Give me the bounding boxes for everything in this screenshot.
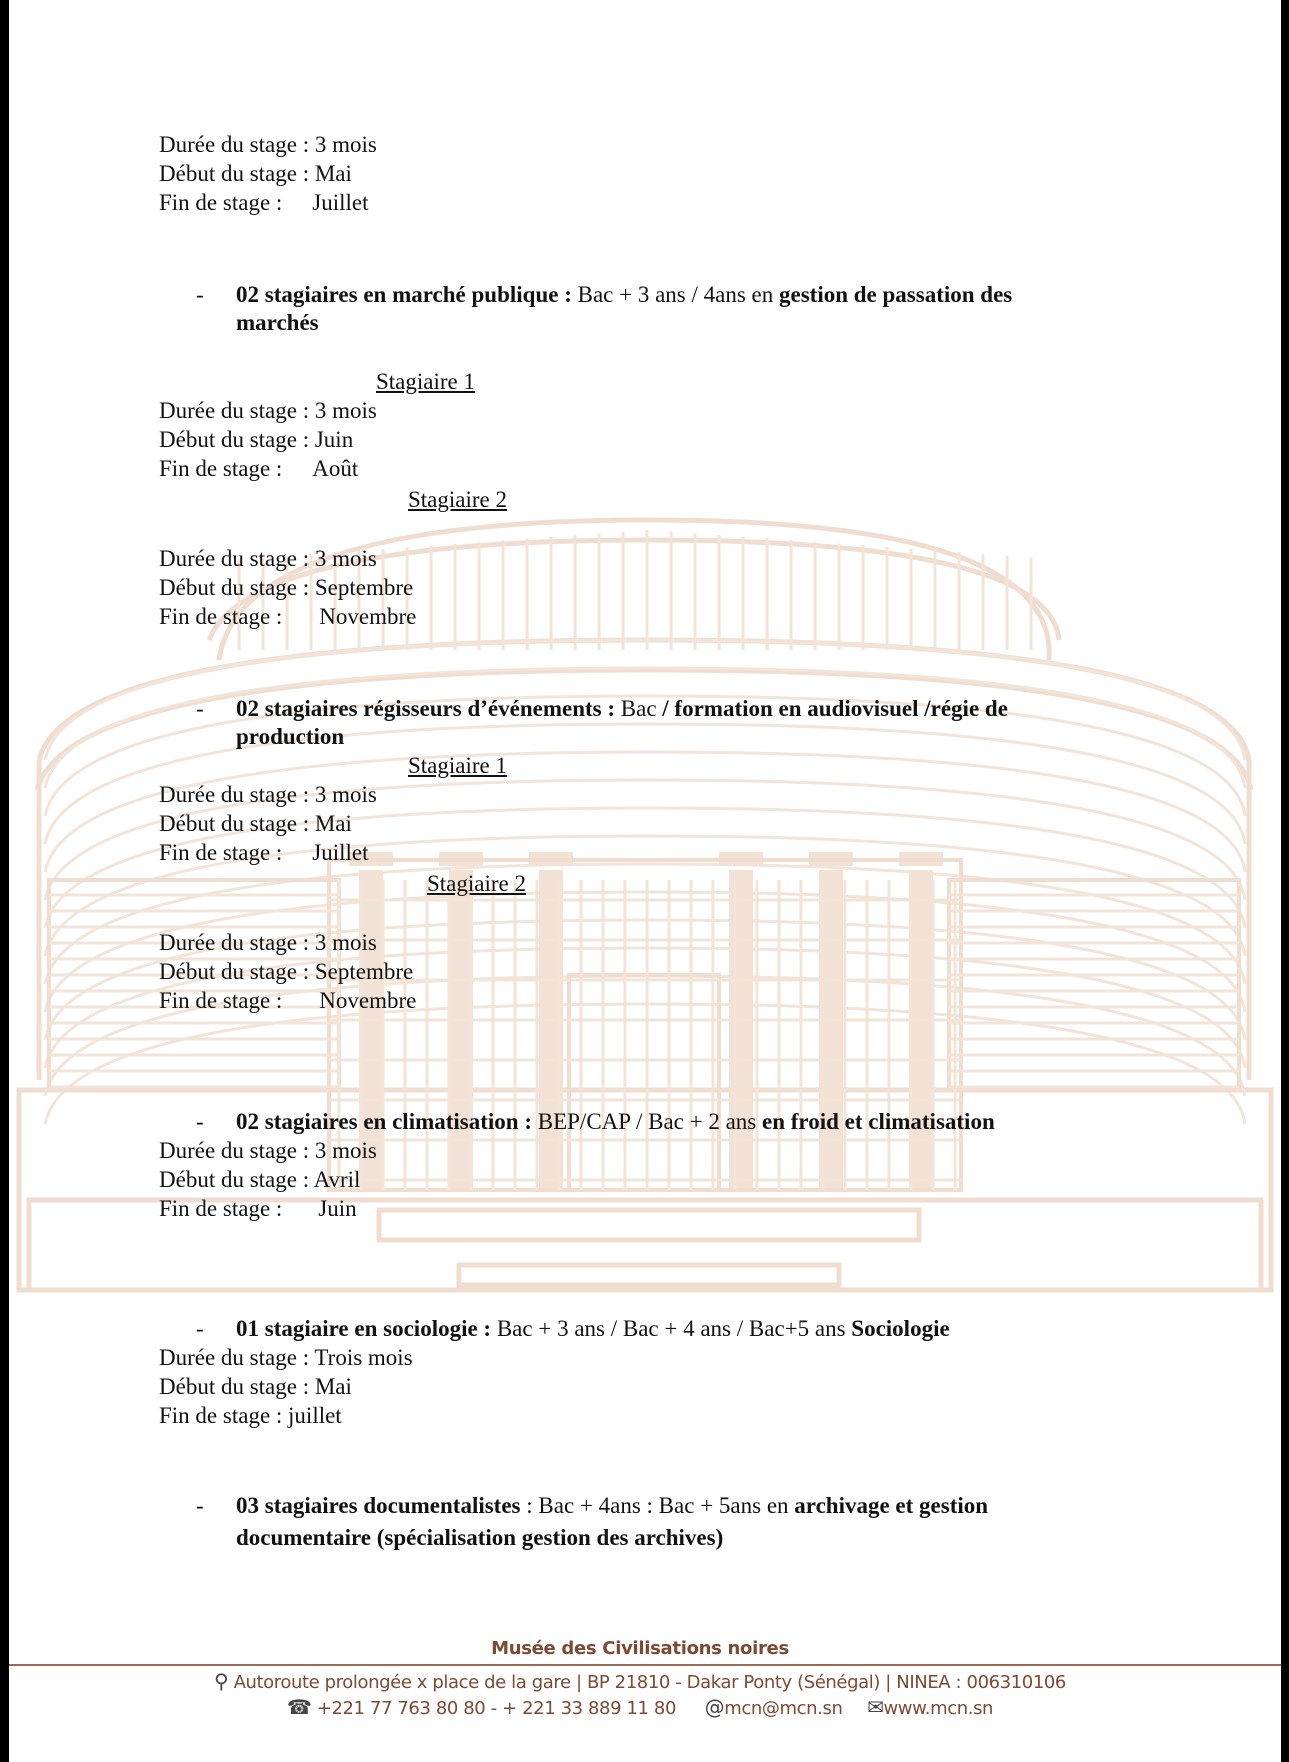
marche-spec: gestion de passation des [779, 282, 1013, 307]
regisseurs-text: Bac [615, 696, 663, 721]
sociologie-duree: Durée du stage : Trois mois [159, 1345, 413, 1370]
fin-value: Juillet [312, 190, 369, 215]
regisseurs-s1-debut: Début du stage : Mai [159, 811, 352, 836]
watermark-band [45, 668, 1245, 788]
envelope-icon: ✉ [867, 1695, 884, 1719]
regisseurs-s1-duree: Durée du stage : 3 mois [159, 782, 377, 807]
footer-email[interactable]: mcn@mcn.sn [724, 1698, 843, 1719]
climatisation-title: 02 stagiaires en climatisation : [236, 1109, 532, 1134]
fin-value: Août [312, 456, 359, 481]
documentalistes-title: 03 stagiaires documentalistes [236, 1493, 521, 1518]
documentalistes-text: : Bac + 4ans : Bac + 5ans en [520, 1493, 795, 1518]
regisseurs-heading-line2: production [236, 724, 345, 749]
phone-icon: ☎ [286, 1695, 312, 1719]
bullet-dash: - [196, 1316, 204, 1341]
footer-address-line [9, 1669, 1271, 1693]
regisseurs-title: 02 stagiaires régisseurs d’événements : [236, 696, 616, 721]
marche-stagiaire1-label: Stagiaire 1 [376, 369, 475, 394]
marche-text: Bac + 3 ans / 4ans en [571, 282, 780, 307]
fin-value: Juillet [312, 840, 369, 865]
marche-stagiaire2-label: Stagiaire 2 [408, 487, 507, 512]
marche-heading-line2: marchés [236, 310, 319, 335]
climatisation-spec: en froid et climatisation [762, 1109, 995, 1134]
regisseurs-heading [236, 695, 1008, 723]
marche-title: 02 stagiaires en marché publique : [236, 282, 572, 307]
block0-debut: Début du stage : Mai [159, 161, 352, 186]
marche-s1-duree: Durée du stage : 3 mois [159, 398, 377, 423]
watermark-column [729, 870, 753, 1190]
climatisation-duree: Durée du stage : 3 mois [159, 1138, 377, 1163]
fin-label: Fin de stage : [159, 840, 283, 865]
regisseurs-s2-debut: Début du stage : Septembre [159, 959, 414, 984]
sociologie-title: 01 stagiaire en sociologie : [236, 1316, 492, 1341]
footer-address: Autoroute prolongée x place de la gare | BP 21810 - Dakar Ponty (Sénégal) | NINEA : 006310106 [233, 1672, 1066, 1693]
sociologie-debut: Début du stage : Mai [159, 1374, 352, 1399]
sociologie-spec: Sociologie [851, 1316, 950, 1341]
climatisation-text: BEP/CAP / Bac + 2 ans [532, 1109, 762, 1134]
marche-heading [236, 281, 1012, 309]
regisseurs-stagiaire1-label: Stagiaire 1 [408, 753, 507, 778]
watermark-column [909, 870, 933, 1190]
footer-org-name: Musée des Civilisations noires [491, 1638, 789, 1659]
sociologie-heading [236, 1315, 950, 1343]
footer-contact-line [9, 1695, 1271, 1719]
footer-website[interactable]: www.mcn.sn [883, 1698, 994, 1719]
sociologie-text: Bac + 3 ans / Bac + 4 ans / Bac+5 ans [491, 1316, 852, 1341]
footer-divider [9, 1664, 1281, 1666]
marche-s2-duree: Durée du stage : 3 mois [159, 546, 377, 571]
marche-s2-fin [159, 603, 416, 631]
documentalistes-heading [236, 1492, 988, 1520]
marche-s1-fin [159, 455, 358, 483]
marche-s2-debut: Début du stage : Septembre [159, 575, 414, 600]
regisseurs-s2-fin [159, 987, 416, 1015]
bullet-dash: - [196, 1493, 204, 1518]
fin-label: Fin de stage : [159, 190, 283, 215]
bullet-dash: - [196, 1109, 204, 1134]
block0-fin [159, 189, 369, 217]
block0-duree: Durée du stage : 3 mois [159, 132, 377, 157]
bullet-dash: - [196, 282, 204, 307]
watermark-column [449, 870, 473, 1190]
regisseurs-s1-fin [159, 839, 369, 867]
bullet-dash: - [196, 696, 204, 721]
climatisation-heading [236, 1108, 995, 1136]
document-page [9, 0, 1281, 1762]
regisseurs-stagiaire2-label: Stagiaire 2 [427, 871, 526, 896]
documentalistes-heading-line2: documentaire (spécialisation gestion des archives) [236, 1525, 724, 1550]
sociologie-fin: Fin de stage : juillet [159, 1403, 342, 1428]
fin-label: Fin de stage : [159, 988, 283, 1013]
marche-s1-debut: Début du stage : Juin [159, 427, 354, 452]
documentalistes-spec: archivage et gestion [794, 1493, 989, 1518]
climatisation-debut: Début du stage : Avril [159, 1167, 361, 1192]
footer-phone: +221 77 763 80 80 - + 221 33 889 11 80 [316, 1698, 677, 1719]
fin-value: Novembre [319, 604, 417, 629]
fin-label: Fin de stage : [159, 604, 283, 629]
fin-label: Fin de stage : [159, 1196, 283, 1221]
at-sign-icon: @ [704, 1695, 725, 1719]
location-pin-icon: ⚲ [214, 1669, 229, 1693]
regisseurs-spec: / formation en audiovisuel /régie de [662, 696, 1008, 721]
climatisation-fin [159, 1195, 357, 1223]
fin-value: Juin [318, 1196, 357, 1221]
regisseurs-s2-duree: Durée du stage : 3 mois [159, 930, 377, 955]
fin-value: Novembre [319, 988, 417, 1013]
fin-label: Fin de stage : [159, 456, 283, 481]
